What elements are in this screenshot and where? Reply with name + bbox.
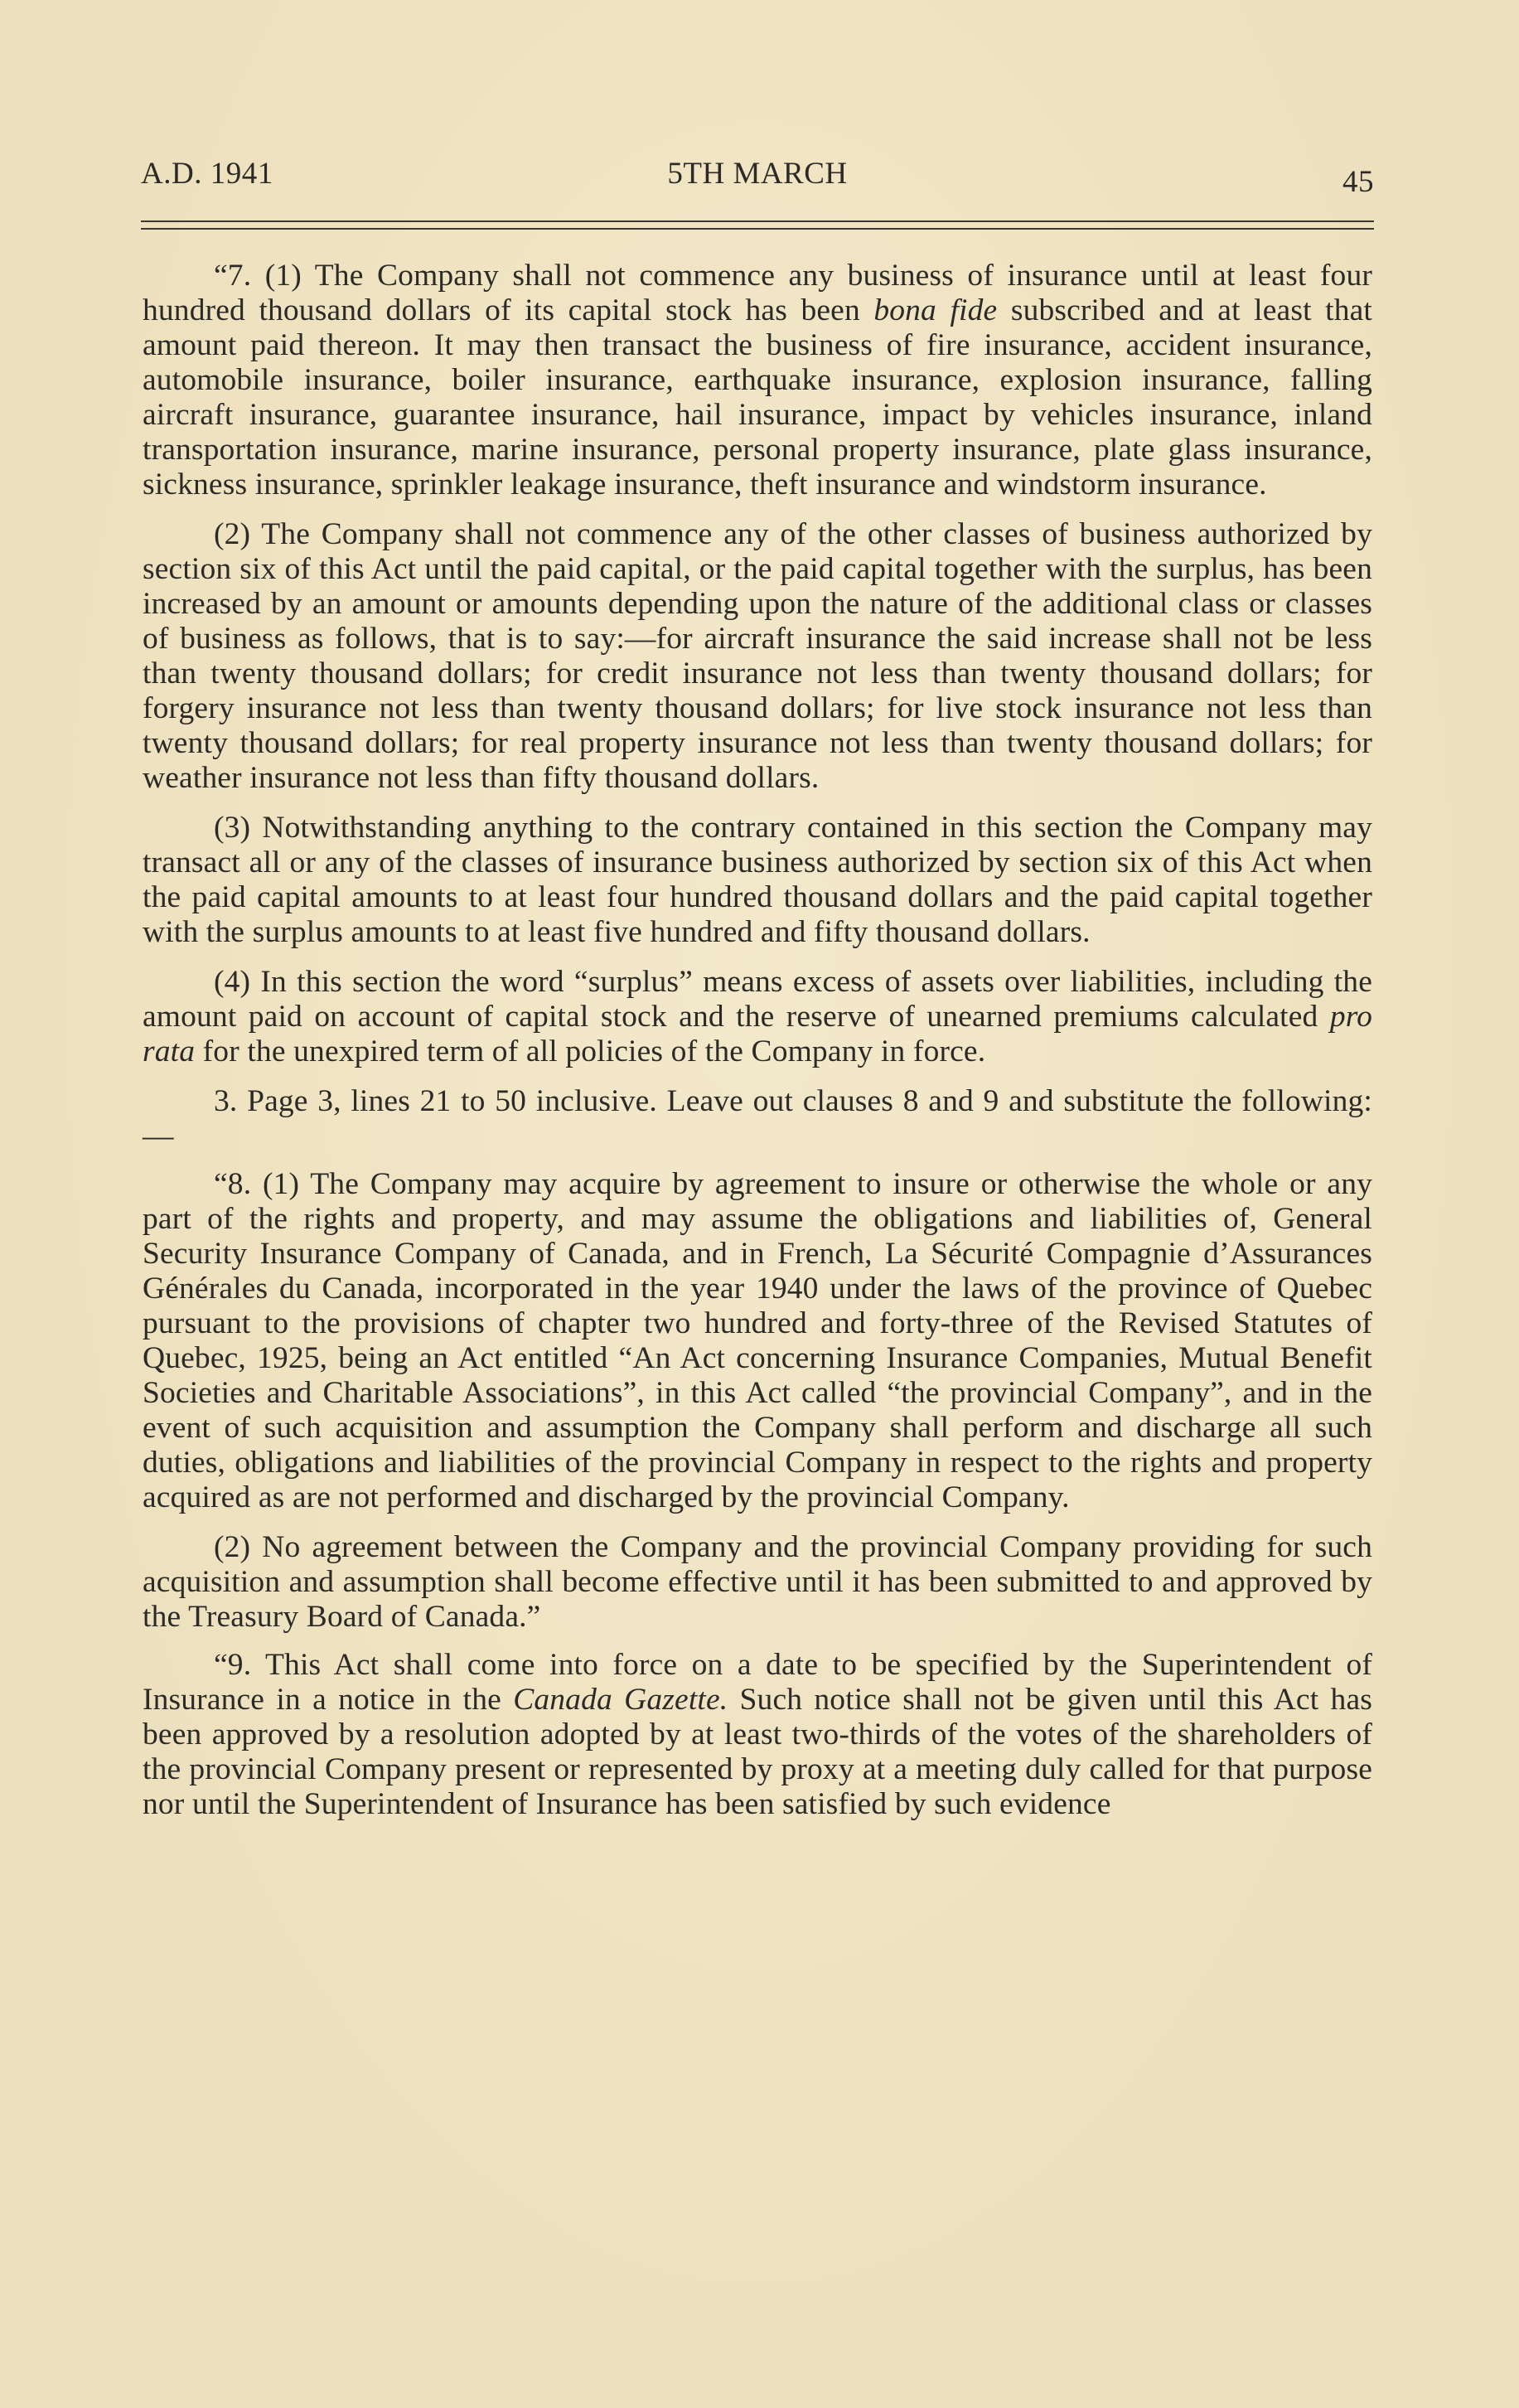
header-date-number: 5 (667, 157, 684, 191)
running-head (141, 151, 1374, 201)
paragraph-clause-8-1: “8. (1) The Company may acquire by agreement to insure or otherwise the whole or any part of the rights and property, and may assume the obligations and liabilities of, General Security Insurance Company of Canada, and in French, La Sécurité Compagnie d’Assurances Générales du Canada, incorporated in the year 1940 under the laws of the province of Quebec pursuant to the provisions of chapter two hundred and forty-three of the Revised Statutes of Quebec, 1925, being an Act entitled “An Act concerning Insurance Companies, Mutual Benefit Societies and Charitable Associations”, in this Act called “the provincial Company”, and in the event of such acquisition and assumption the Company shall perform and discharge all such duties, obligations and liabilities of the provincial Company in respect to the rights and property acquired as are not performed and discharged by the provincial Company. (143, 1167, 1372, 1514)
header-year: A.D. 1941 (141, 157, 273, 191)
header-date-suffix: TH (683, 157, 725, 191)
paragraph-clause-7-4-text-b: for the unexpired term of all policies of the Company in force. (195, 1034, 986, 1068)
header-rule-top (141, 220, 1374, 222)
paragraph-clause-9-text-b: Such notice shall not be given until this Act has been approved by a resolution adopted by at least two-thirds of the votes of the shareholders of the provincial Company present or represented by proxy at a meeting duly called for that purpose nor until the Superintendent of Insurance has been satisfied by such evidence (143, 1683, 1372, 1821)
paragraph-clause-7-1-text-b: subscribed and at least that amount paid thereon. It may then transact the business of fire insurance, accident insurance, automobile insurance, boiler insurance, earthquake insurance, explosion insurance, falling aircraft insurance, guarantee insurance, hail insurance, impact by vehicles insurance, inland transportation insurance, marine insurance, personal property insurance, plate glass insurance, sickness insurance, sprinkler leakage insurance, theft insurance and windstorm insurance. (143, 293, 1372, 501)
paragraph-clause-9-text-a: “9. This Act shall come into force on a date to be specified by the Superintendent of Insurance in a notice in the (143, 1648, 1372, 1717)
header-date (141, 156, 1374, 191)
paragraph-clause-7-1 (143, 259, 1372, 502)
paragraph-clause-9 (143, 1648, 1372, 1822)
paragraph-clause-7-4-italic: pro rata (143, 1000, 1372, 1068)
paragraph-clause-9-italic: Canada Gazette. (513, 1683, 728, 1717)
page-number: 45 (1342, 165, 1374, 199)
paragraph-clause-8-2: (2) No agreement between the Company and the provincial Company providing for such acquisition and assumption shall become effective until it has been submitted to and approved by the Treasury Board of Canada.” (143, 1530, 1372, 1634)
paragraph-clause-7-1-italic: bona fide (873, 293, 998, 327)
header-rule-bottom (141, 228, 1374, 230)
body-text (143, 259, 1372, 1837)
header-date-month: MARCH (724, 157, 848, 191)
paragraph-clause-7-2: (2) The Company shall not commence any of the other classes of business authorized by section six of this Act until the paid capital, or the paid capital together with the surplus, has been increased by an amount or amounts depending upon the nature of the additional class or classes of business as follows, that is to say:—for aircraft insurance the said increase shall not be less than twenty thousand dollars; for credit insurance not less than twenty thousand dollars; for forgery insurance not less than twenty thousand dollars; for live stock insurance not less than twenty thousand dollars; for real property insurance not less than twenty thousand dollars; for weather insurance not less than fifty thousand dollars. (143, 517, 1372, 795)
paragraph-amendment-3: 3. Page 3, lines 21 to 50 inclusive. Leave out clauses 8 and 9 and substitute the following:— (143, 1084, 1372, 1153)
paragraph-clause-7-4 (143, 965, 1372, 1069)
paragraph-clause-7-4-text-a: (4) In this section the word “surplus” means excess of assets over liabilities, including the amount paid on account of capital stock and the reserve of unearned premiums calculated (143, 965, 1372, 1034)
paragraph-clause-7-3: (3) Notwithstanding anything to the contrary contained in this section the Company may transact all or any of the classes of insurance business authorized by section six of this Act when the paid capital amounts to at least four hundred thousand dollars and the paid capital together with the surplus amounts to at least five hundred and fifty thousand dollars. (143, 811, 1372, 949)
paragraph-clause-7-1-text-a: “7. (1) The Company shall not commence any business of insurance until at least four hundred thousand dollars of its capital stock has been (143, 259, 1372, 327)
